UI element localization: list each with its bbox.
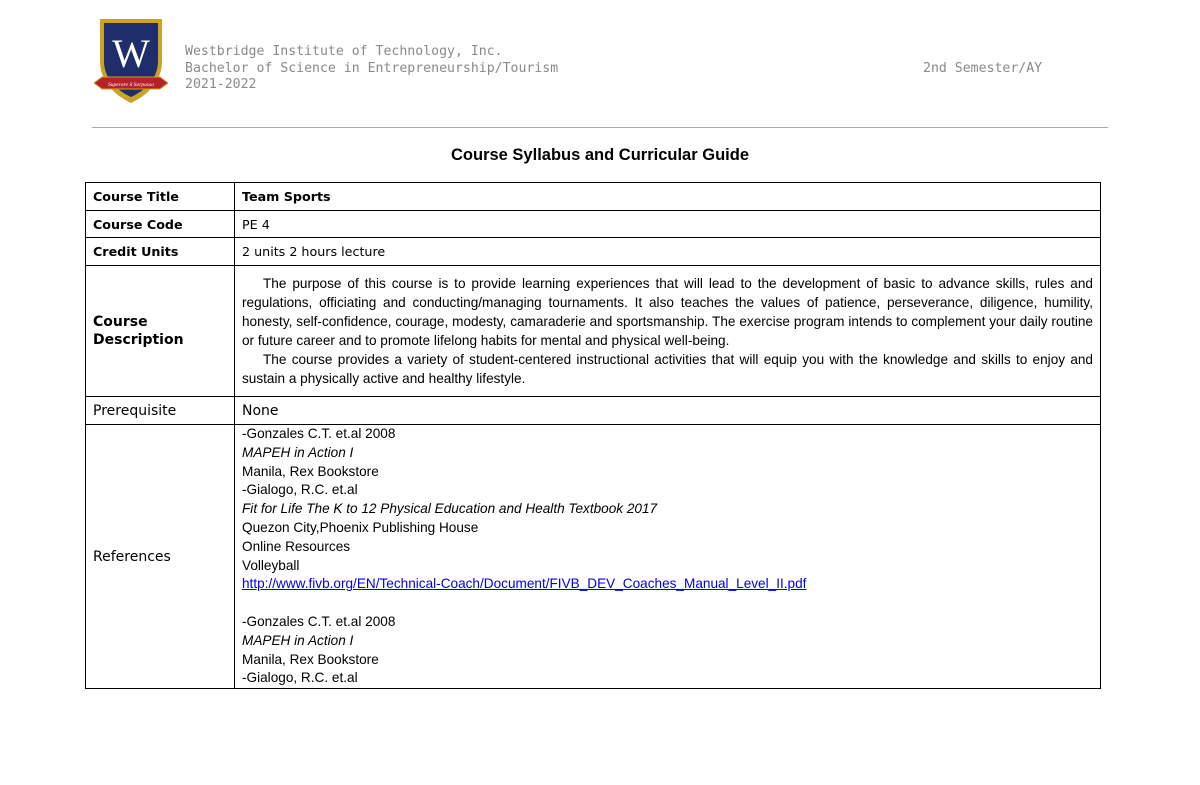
semester-label: 2nd Semester/AY <box>923 61 1043 76</box>
syllabus-table <box>85 182 1101 689</box>
course-code-value: PE 4 <box>235 211 1101 238</box>
row-credit-units <box>86 238 1101 266</box>
reference-line: Manila, Rex Bookstore <box>242 463 379 479</box>
school-name: Westbridge Institute of Technology, Inc. <box>185 44 503 59</box>
description-value <box>235 266 1101 397</box>
course-title-label: Course Title <box>86 183 235 211</box>
course-code-label: Course Code <box>86 211 235 238</box>
row-course-title <box>86 183 1101 211</box>
logo-letter: W <box>112 31 150 76</box>
reference-spacer <box>242 594 1093 613</box>
references-label: References <box>86 425 235 689</box>
document-title: Course Syllabus and Curricular Guide <box>451 146 749 164</box>
reference-line: Fit for Life The K to 12 Physical Education and Health Textbook 2017 <box>242 501 658 517</box>
program-name: Bachelor of Science in Entrepreneurship/Tourism <box>185 60 559 76</box>
reference-line: Volleyball <box>242 557 300 573</box>
reference-line: -Gonzales C.T. et.al 2008 <box>242 613 396 629</box>
row-references <box>86 425 1101 689</box>
description-label: Course Description <box>86 266 235 397</box>
credit-units-label: Credit Units <box>86 238 235 266</box>
header-divider <box>92 127 1108 128</box>
course-title-value: Team Sports <box>235 183 1101 211</box>
reference-line: -Gonzales C.T. et.al 2008 <box>242 426 396 441</box>
description-paragraph: The course provides a variety of student-centered instructional activities that will equip you with the knowledge and skills to enjoy and sustain a physically active and healthy lifestyle. <box>242 352 1093 386</box>
prerequisite-value: None <box>235 397 1101 425</box>
school-year: 2021-2022 <box>185 77 257 92</box>
logo-ribbon-text: Superare il Sorpasso <box>108 82 154 88</box>
row-prerequisite <box>86 397 1101 425</box>
reference-line: Quezon City,Phoenix Publishing House <box>242 519 479 535</box>
prerequisite-label: Prerequisite <box>86 397 235 425</box>
references-value <box>235 425 1101 689</box>
row-course-code <box>86 211 1101 238</box>
reference-line: MAPEH in Action I <box>242 632 354 648</box>
row-course-description <box>86 266 1101 397</box>
header-text-block <box>185 44 558 94</box>
credit-units-value: 2 units 2 hours lecture <box>235 238 1101 266</box>
reference-line: Manila, Rex Bookstore <box>242 651 379 667</box>
reference-line: -Gialogo, R.C. et.al <box>242 670 358 686</box>
reference-line: -Gialogo, R.C. et.al <box>242 482 358 498</box>
reference-line: MAPEH in Action I <box>242 444 354 460</box>
fivb-manual-link[interactable]: http://www.fivb.org/EN/Technical-Coach/Document/FIVB_DEV_Coaches_Manual_Level_II.pdf <box>242 576 807 592</box>
description-paragraph: The purpose of this course is to provide learning experiences that will lead to the development of basic to advance skills, rules and regulations, officiating and conducting/managing tournaments. It also teaches the values of patience, perseverance, diligence, humility, honesty, self-confidence, courage, modesty, camaraderie and sportsmanship. The exercise program intends to complement your daily routine or future career and to promote lifelong habits for mental and physical well-being. <box>242 276 1093 348</box>
reference-line: Online Resources <box>242 538 351 554</box>
school-logo-shield-icon <box>94 15 168 107</box>
